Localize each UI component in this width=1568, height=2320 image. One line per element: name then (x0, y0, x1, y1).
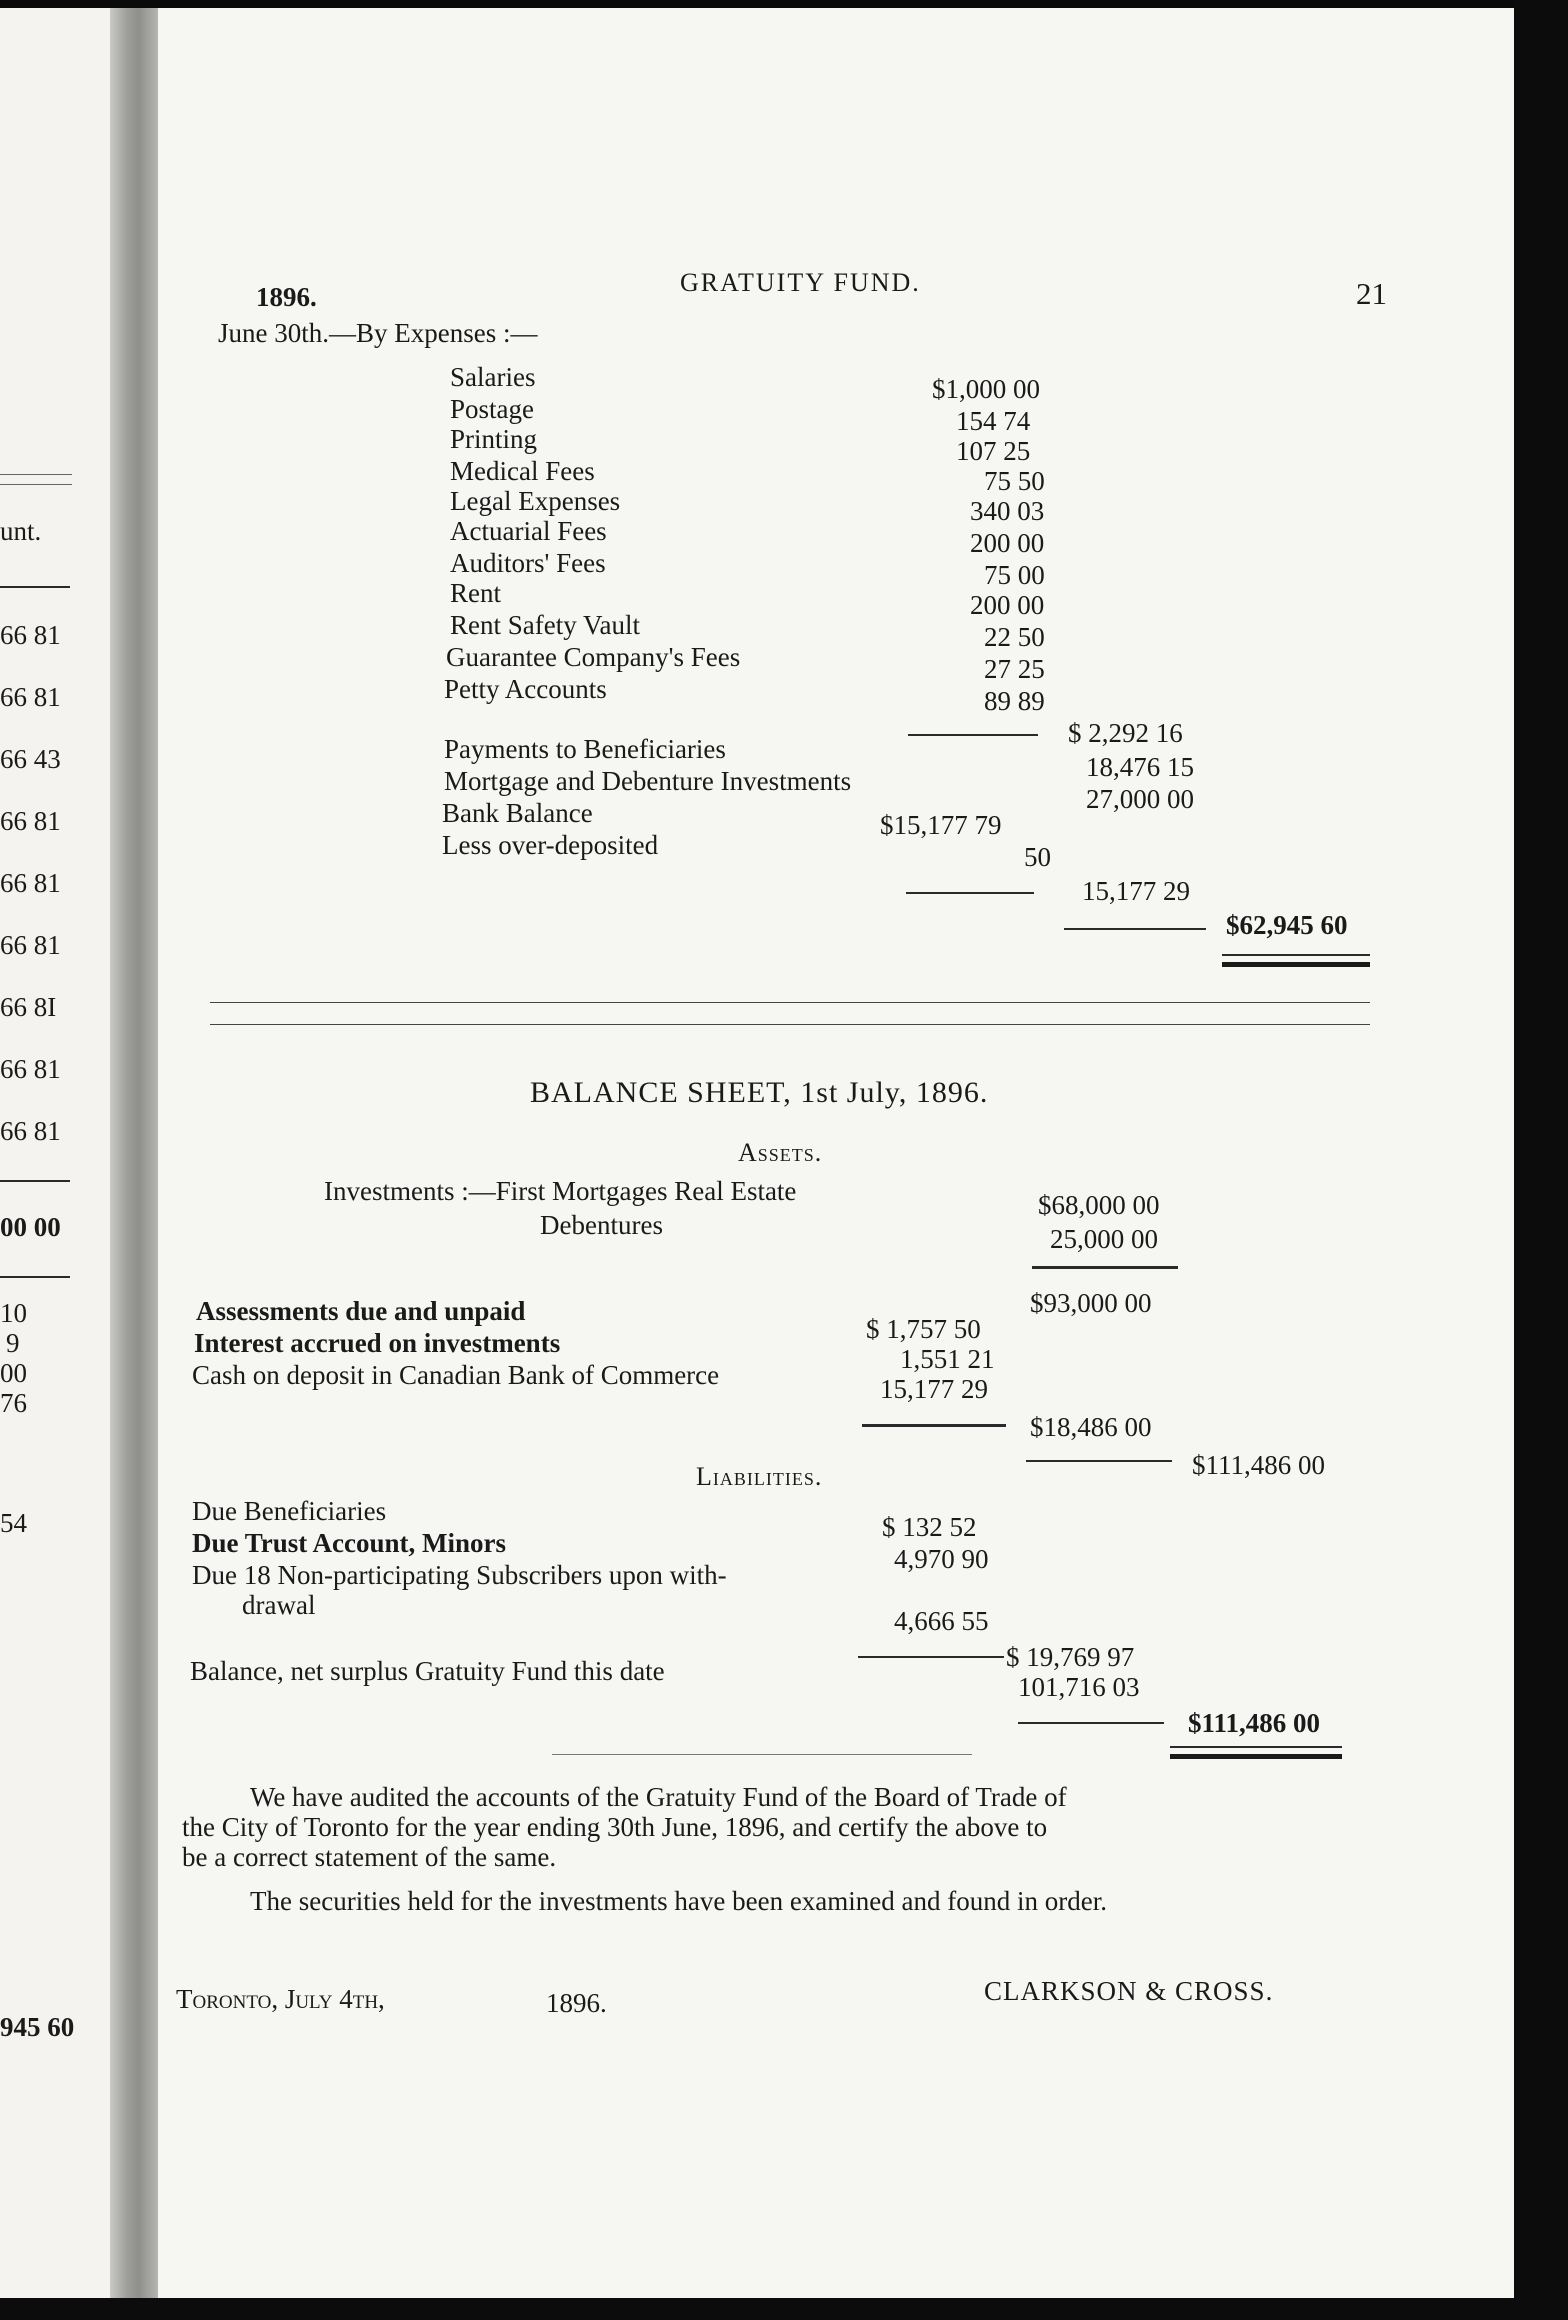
subtotal-rule (862, 1424, 1006, 1427)
audit-year: 1896. (546, 1988, 607, 2018)
net-bank-amount: 15,177 29 (1082, 876, 1190, 906)
expense-label: Legal Expenses (450, 486, 621, 516)
debentures-label: Debentures (540, 1210, 663, 1240)
facing-amount: 66 43 (0, 744, 61, 774)
page-number: 21 (1356, 276, 1387, 311)
scan-border-right (1514, 0, 1568, 2320)
facing-amount: 00 00 (0, 1212, 61, 1242)
facing-amount: 66 81 (0, 620, 61, 650)
audit-line: the City of Toronto for the year ending 30th June, 1896, and certify the above to (182, 1812, 1048, 1842)
investments-total: $93,000 00 (1030, 1288, 1152, 1318)
liabilities-total: $ 19,769 97 (1006, 1642, 1135, 1672)
audit-line: We have audited the accounts of the Gratuity Fund of the Board of Trade of (250, 1782, 1067, 1812)
interest-amount: 1,551 21 (900, 1344, 995, 1374)
subtotal-rule (906, 892, 1034, 894)
liabilities-heading: Liabilities. (696, 1462, 823, 1491)
over-deposited-label: Less over-deposited (442, 830, 659, 860)
mortgages-amount: $68,000 00 (1038, 1190, 1160, 1220)
main-page (158, 8, 1514, 2298)
expense-amount: 200 00 (970, 528, 1045, 558)
facing-amount: 66 8I (0, 992, 57, 1022)
expense-amount: $1,000 00 (932, 374, 1040, 404)
section-divider (210, 1002, 1370, 1003)
grand-total: $62,945 60 (1226, 910, 1348, 940)
facing-amount: 00 (0, 1358, 27, 1388)
facing-amount: 66 81 (0, 930, 61, 960)
expense-label: Petty Accounts (444, 674, 607, 704)
surplus-amount: 101,716 03 (1018, 1672, 1140, 1702)
due-beneficiaries-label: Due Beneficiaries (192, 1496, 387, 1526)
running-title: GRATUITY FUND. (680, 268, 921, 297)
facing-header-fragment: unt. (0, 516, 42, 546)
expenses-total: $ 2,292 16 (1068, 718, 1183, 748)
cash-label: Cash on deposit in Canadian Bank of Commerce (192, 1360, 720, 1390)
due-trust-label: Due Trust Account, Minors (192, 1528, 507, 1558)
total-rule (1064, 928, 1206, 930)
assets-heading: Assets. (738, 1138, 823, 1167)
facing-rule (0, 474, 72, 475)
facing-amount: 54 (0, 1508, 27, 1538)
double-rule (1222, 954, 1370, 956)
debentures-amount: 25,000 00 (1050, 1224, 1158, 1254)
payments-amount: 18,476 15 (1086, 752, 1194, 782)
expense-label: Rent Safety Vault (450, 610, 640, 640)
due-subscribers-label: Due 18 Non-participating Subscribers upon with- (192, 1560, 727, 1590)
assessments-label: Assessments due and unpaid (196, 1296, 526, 1326)
expense-amount: 340 03 (970, 496, 1045, 526)
expense-label: Salaries (450, 362, 536, 392)
expense-label: Postage (450, 394, 534, 424)
subtotal-rule (1032, 1266, 1178, 1269)
expense-amount: 89 89 (984, 686, 1045, 716)
mortgage-amount: 27,000 00 (1086, 784, 1194, 814)
facing-amount: 66 81 (0, 682, 61, 712)
expense-amount: 200 00 (970, 590, 1045, 620)
audit-place-date: Toronto, July 4th, (176, 1984, 385, 2014)
expense-label: Actuarial Fees (450, 516, 607, 546)
over-deposited-amount: 50 (1024, 842, 1051, 872)
audit-line: be a correct statement of the same. (182, 1842, 557, 1872)
expense-amount: 75 50 (984, 466, 1045, 496)
facing-rule (0, 586, 70, 588)
facing-amount: 9 (6, 1328, 20, 1358)
due-subscribers-label-cont: drawal (242, 1590, 316, 1620)
expense-amount: 107 25 (956, 436, 1031, 466)
bank-balance-amount: $15,177 79 (880, 810, 1002, 840)
expense-label: Auditors' Fees (450, 548, 606, 578)
double-rule (1170, 1746, 1342, 1748)
due-subscribers-amount: 4,666 55 (894, 1606, 989, 1636)
section-divider (210, 1024, 1370, 1025)
expense-label: Medical Fees (450, 456, 595, 486)
scan-border-bottom (0, 2298, 1568, 2320)
expense-amount: 75 00 (984, 560, 1045, 590)
final-total: $111,486 00 (1188, 1708, 1321, 1738)
bank-balance-label: Bank Balance (442, 798, 593, 828)
auditor-signature: CLARKSON & CROSS. (984, 1976, 1274, 2006)
facing-amount: 76 (0, 1388, 27, 1418)
subtotal-rule (858, 1656, 1004, 1658)
facing-amount: 66 81 (0, 806, 61, 836)
assets-total: $111,486 00 (1192, 1450, 1325, 1480)
subtotal-rule (908, 734, 1038, 736)
facing-rule (0, 484, 72, 485)
facing-amount: 66 81 (0, 1116, 61, 1146)
book-gutter (110, 8, 158, 2298)
expense-label: Printing (450, 424, 538, 454)
total-rule (1018, 1722, 1164, 1724)
total-rule (1026, 1460, 1172, 1462)
investments-label: Investments :—First Mortgages Real Estate (324, 1176, 797, 1206)
assessments-amount: $ 1,757 50 (866, 1314, 981, 1344)
by-expenses-heading: June 30th.—By Expenses :— (218, 318, 538, 348)
double-rule (1222, 962, 1370, 967)
current-assets-total: $18,486 00 (1030, 1412, 1152, 1442)
facing-amount: 10 (0, 1298, 27, 1328)
expense-label: Guarantee Company's Fees (446, 642, 741, 672)
page-year: 1896. (256, 282, 317, 312)
facing-rule (0, 1276, 70, 1278)
audit-securities-line: The securities held for the investments have been examined and found in order. (250, 1886, 1107, 1916)
facing-amount: 945 60 (0, 2012, 75, 2042)
cash-amount: 15,177 29 (880, 1374, 988, 1404)
expense-label: Rent (450, 578, 501, 608)
due-beneficiaries-amount: $ 132 52 (882, 1512, 977, 1542)
end-rule (552, 1754, 972, 1755)
expense-amount: 27 25 (984, 654, 1045, 684)
balance-sheet-title: BALANCE SHEET, 1st July, 1896. (530, 1076, 989, 1109)
expense-amount: 22 50 (984, 622, 1045, 652)
surplus-label: Balance, net surplus Gratuity Fund this date (190, 1656, 665, 1686)
facing-amount: 66 81 (0, 1054, 61, 1084)
interest-label: Interest accrued on investments (194, 1328, 561, 1358)
due-trust-amount: 4,970 90 (894, 1544, 989, 1574)
double-rule (1170, 1754, 1342, 1759)
facing-amount: 66 81 (0, 868, 61, 898)
expense-amount: 154 74 (956, 406, 1031, 436)
mortgage-label: Mortgage and Debenture Investments (444, 766, 852, 796)
facing-rule (0, 1180, 70, 1182)
payments-label: Payments to Beneficiaries (444, 734, 726, 764)
